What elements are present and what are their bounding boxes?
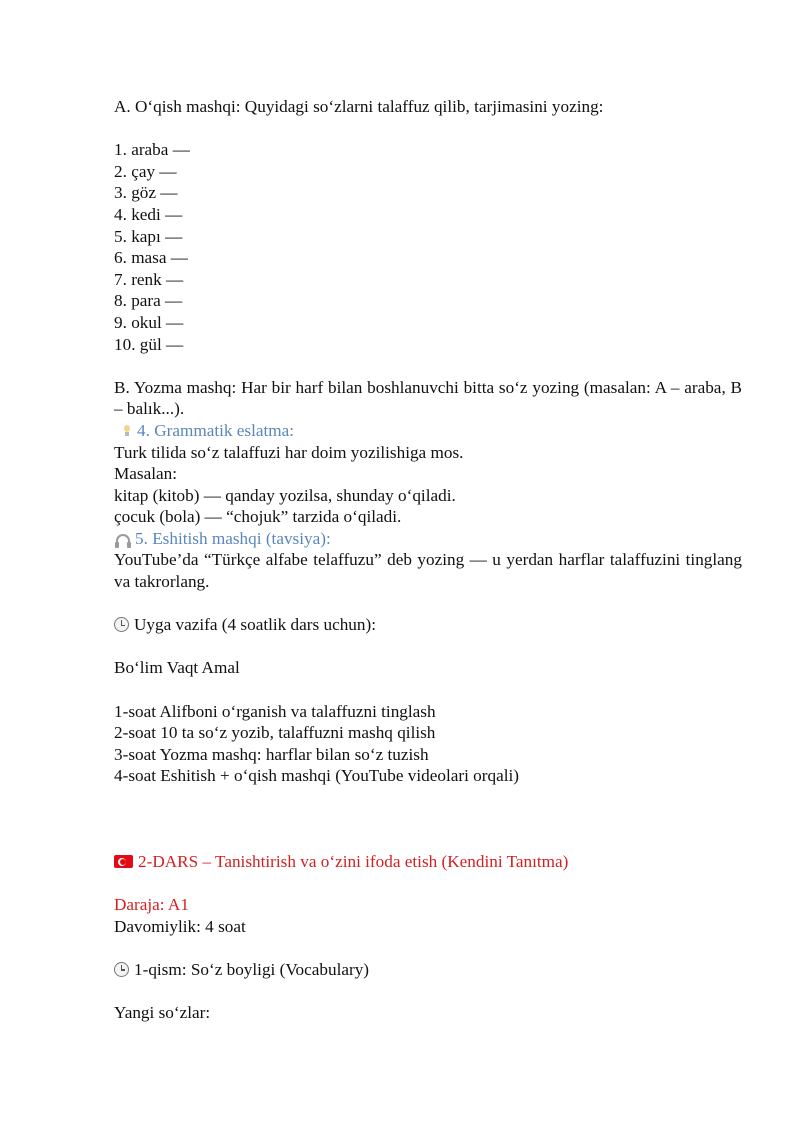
homework-table-header: Bo‘lim Vaqt Amal [114, 658, 240, 678]
list-item: 4. kedi — [114, 204, 183, 224]
lesson-level: Daraja: A1 [114, 895, 189, 915]
headphones-icon [116, 534, 130, 546]
list-item: 1. araba — [114, 140, 190, 160]
table-row: 2-soat 10 ta so‘z yozib, talaffuzni mashq qilish [114, 723, 436, 743]
grammar-line: Turk tilida so‘z talaffuzi har doim yozilishiga mos. [114, 442, 464, 462]
grammar-example: kitap (kitob) — qanday yozilsa, shunday o‘qiladi. [114, 485, 456, 505]
grammar-line: Masalan: [114, 464, 178, 484]
list-item: 6. masa — [114, 248, 188, 268]
listening-text: YouTube’da “Türkçe alfabe telaffuzu” deb yozing — u yerdan harflar talaffuzini tinglang va takrorlang. [114, 550, 742, 592]
new-words-label: Yangi so‘zlar: [114, 1003, 211, 1023]
document-page [114, 96, 742, 1024]
clock-icon [114, 962, 129, 977]
homework-heading [114, 614, 742, 636]
grammar-heading [114, 420, 742, 442]
list-item: 10. gül — [114, 334, 184, 354]
list-item: 8. para — [114, 291, 183, 311]
lesson-2-title-text: 2-DARS – Tanishtirish va o‘zini ifoda etish (Kendini Tanıtma) [138, 852, 569, 871]
lesson-2-title [114, 851, 742, 873]
table-row: 4-soat Eshitish + o‘qish mashqi (YouTube videolari orqali) [114, 766, 519, 786]
part-1-heading-text: 1-qism: So‘z boyligi (Vocabulary) [134, 959, 370, 979]
grammar-example: çocuk (bola) — “chojuk” tarzida o‘qiladi. [114, 507, 402, 527]
word-list [114, 139, 742, 355]
listening-heading-text: 5. Eshitish mashqi (tavsiya): [135, 528, 331, 548]
list-item: 3. göz — [114, 183, 178, 203]
lesson-duration: Davomiylik: 4 soat [114, 916, 246, 936]
exercise-a-title: A. O‘qish mashqi: Quyidagi so‘zlarni talaffuz qilib, tarjimasini yozing: [114, 97, 604, 116]
list-item: 7. renk — [114, 269, 184, 289]
homework-heading-text: Uyga vazifa (4 soatlik dars uchun): [134, 615, 376, 635]
list-item: 2. çay — [114, 161, 177, 181]
part-1-heading [114, 959, 742, 981]
light-bulb-icon [122, 424, 132, 438]
list-item: 5. kapı — [114, 226, 183, 246]
grammar-heading-text: 4. Grammatik eslatma: [137, 420, 295, 440]
table-row: 3-soat Yozma mashq: harflar bilan so‘z tuzish [114, 744, 429, 764]
exercise-b-text: B. Yozma mashq: Har bir harf bilan boshlanuvchi bitta so‘z yozing (masalan: A – araba, B – balık...). [114, 377, 742, 419]
clock-icon [114, 617, 129, 632]
turkey-flag-icon [114, 855, 133, 868]
listening-heading [114, 528, 742, 550]
homework-table [114, 701, 742, 787]
list-item: 9. okul — [114, 312, 184, 332]
table-row: 1-soat Alifboni o‘rganish va talaffuzni tinglash [114, 701, 436, 721]
